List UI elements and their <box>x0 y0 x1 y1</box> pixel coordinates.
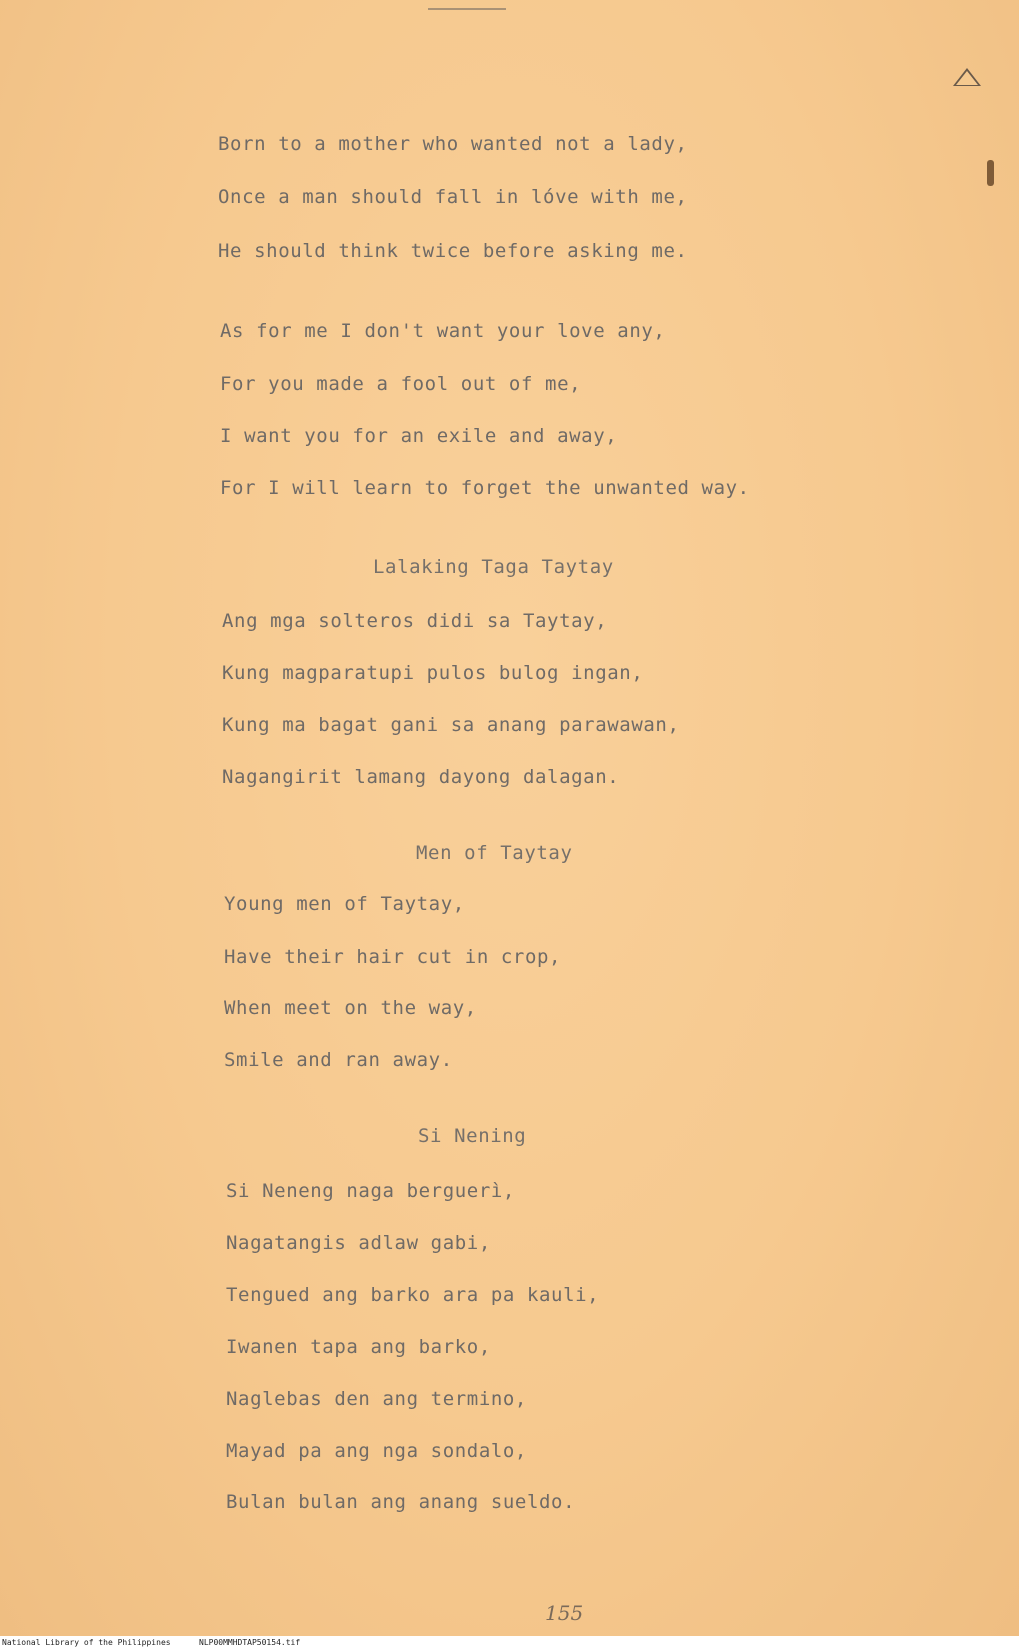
song1-line-2: Kung magparatupi pulos bulog ingan, <box>222 662 644 684</box>
verse1-line-3: He should think twice before asking me. <box>218 240 688 262</box>
scan-footer <box>0 1636 1019 1650</box>
top-rule-mark <box>428 8 506 10</box>
song3-line-5: Naglebas den ang termino, <box>226 1388 527 1410</box>
song1-line-3: Kung ma bagat gani sa anang parawawan, <box>222 714 680 736</box>
triangle-icon <box>953 68 981 86</box>
song3-line-3: Tengued ang barko ara pa kauli, <box>226 1284 600 1306</box>
footer-file: NLP00MMHDTAP50154.tif <box>199 1638 301 1647</box>
song1-title: Lalaking Taga Taytay <box>373 556 614 578</box>
song3-line-1: Si Neneng naga berguerì, <box>226 1180 515 1202</box>
song3-line-2: Nagatangis adlaw gabi, <box>226 1232 491 1254</box>
verse2-line-4: For I will learn to forget the unwanted way. <box>220 477 750 499</box>
footer-library: National Library of the Philippines <box>2 1638 171 1647</box>
song3-line-4: Iwanen tapa ang barko, <box>226 1336 491 1358</box>
verse2-line-2: For you made a fool out of me, <box>220 373 582 395</box>
song2-title: Men of Taytay <box>416 842 573 864</box>
verse1-line-2: Once a man should fall in lóve with me, <box>218 186 688 208</box>
song2-line-4: Smile and ran away. <box>224 1049 453 1071</box>
ink-stain <box>987 160 994 186</box>
song2-line-1: Young men of Taytay, <box>224 893 465 915</box>
song1-line-4: Nagangirit lamang dayong dalagan. <box>222 766 620 788</box>
song3-line-7: Bulan bulan ang anang sueldo. <box>226 1491 576 1513</box>
verse2-line-1: As for me I don't want your love any, <box>220 320 666 342</box>
song2-line-3: When meet on the way, <box>224 997 477 1019</box>
page-number: 155 <box>545 1601 584 1625</box>
verse1-line-1: Born to a mother who wanted not a lady, <box>218 133 688 155</box>
song3-title: Si Nening <box>418 1125 527 1147</box>
song1-line-1: Ang mga solteros didi sa Taytay, <box>222 610 608 632</box>
verse2-line-3: I want you for an exile and away, <box>220 425 618 447</box>
song3-line-6: Mayad pa ang nga sondalo, <box>226 1440 527 1462</box>
song2-line-2: Have their hair cut in crop, <box>224 946 562 968</box>
